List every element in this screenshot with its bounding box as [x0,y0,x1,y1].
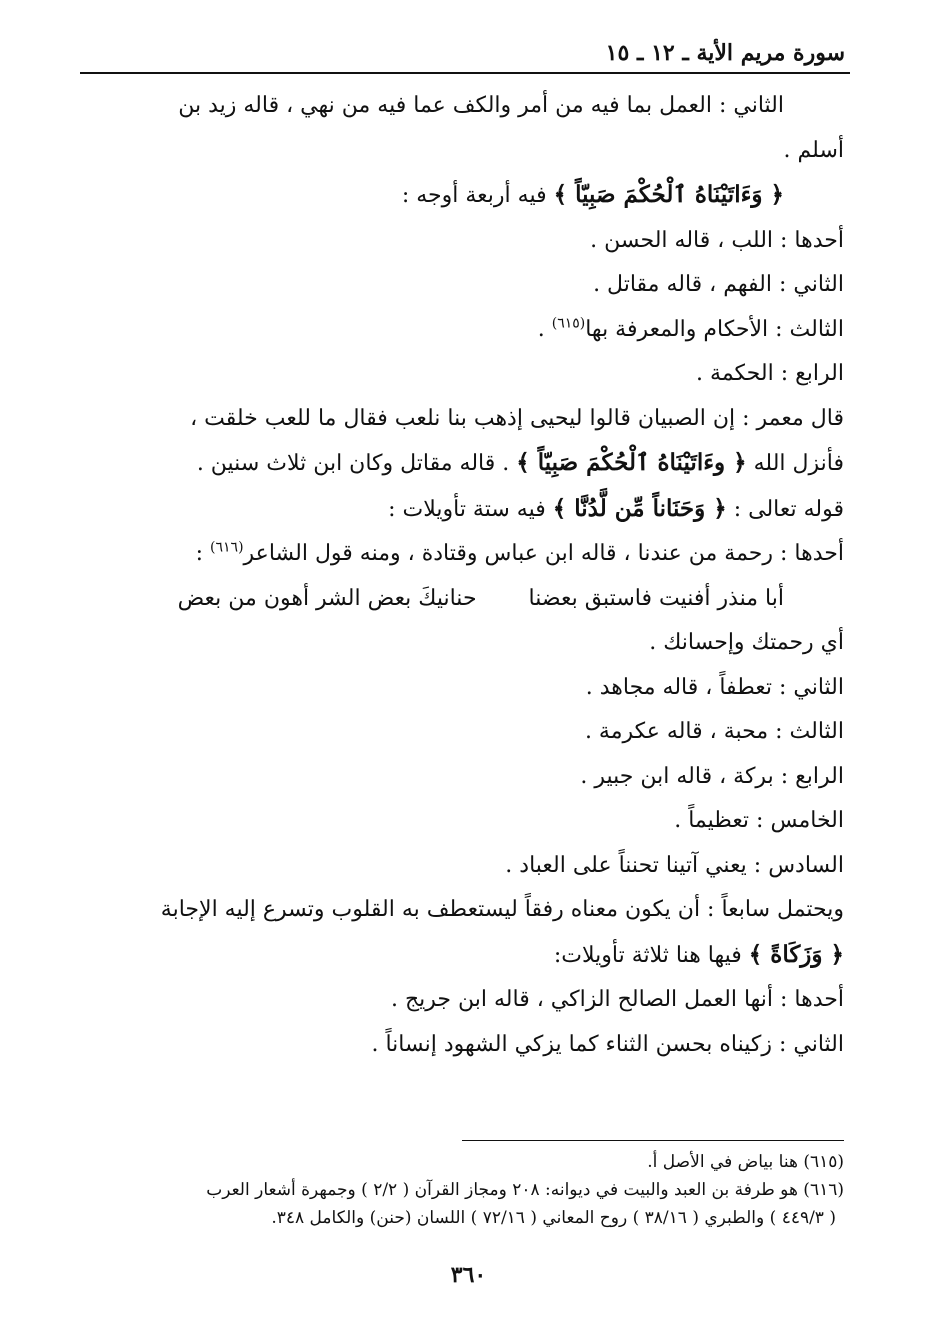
paragraph-line [86,487,844,533]
paragraph-line: الثاني : العمل بما فيه من أمر والكف عما فيه من نهي ، قاله زيد بن [178,93,784,118]
quran-verse: ﴿ وَزَكَاةً ﴾ [748,940,844,968]
paragraph-line: الثاني : تعطفاً ، قاله مجاهد . [585,674,844,700]
quran-verse: ﴿ وَءَاتَيْنَاهُ ٱلْحُكْمَ صَبِيّاً ﴾ [553,181,784,208]
text-run: قوله تعالى : [726,496,844,522]
poem-second-hemistich: حنانيكَ بعض الشر أهون من بعض [177,585,477,611]
paragraph-line: أحدها : اللب ، قاله الحسن . [590,227,844,253]
paragraph-line [86,933,844,979]
paragraph-line: الرابع : بركة ، قاله ابن جبير . [580,763,844,789]
text-run: الثالث : الأحكام والمعرفة بها [585,316,844,342]
paragraph-line: الثالث : محبة ، قاله عكرمة . [584,719,844,744]
paragraph-line: أسلم . [783,137,844,163]
footnote-616-continuation: ( ٤٤٩/٣ ) والطبري ( ٣٨/١٦ ) روح المعاني ( ٧٢/١٦ ) اللسان (حنن) والكامل ٣٤٨. [271,1208,836,1228]
text-run: فيه أربعة أوجه : [401,183,554,208]
paragraph-line: الثاني : زكيناه بحسن الثناء كما يزكي الشهود إنساناً . [371,1031,844,1057]
text-run: . [537,316,552,342]
paragraph-line: الثاني : الفهم ، قاله مقاتل . [593,272,844,297]
paragraph-line [86,173,844,219]
poem-first-hemistich: أبا منذر أفنيت فاستبق بعضنا [528,585,784,611]
paragraph-line [86,441,844,487]
footnote-divider [462,1140,844,1141]
paragraph-line: قال معمر : إن الصبيان قالوا ليحيى إذهب بنا نلعب فقال ما للعب خلقت ، [190,405,844,431]
paragraph-line: أحدها : أنها العمل الصالح الزاكي ، قاله ابن جريج . [390,987,844,1012]
quran-verse: ﴿ وءَاتَيْنَاهُ ٱلْحُكْمَ صَبِيّاً ﴾ [516,449,747,476]
paragraph-line: الرابع : الحكمة . [696,361,844,386]
paragraph-line [86,532,844,577]
footnotes [90,1148,844,1232]
footnote-616: (٦١٦) هو طرفة بن العبد والبيت في ديوانه: ٢٠٨ ومجاز القرآن ( ٢/٢ ) وجمهرة أشعار العرب [206,1180,844,1200]
quran-verse: ﴿ وَحَنَاناً مِّن لَّدُنَّا ﴾ [552,494,727,522]
poem-verse [86,577,844,622]
page-number: ٣٦٠ [450,1262,487,1288]
text-run: فيه ستة تأويلات : [388,496,553,522]
paragraph-line: السادس : يعني آتينا تحنناً على العباد . [505,852,844,878]
text-run: : [195,541,211,566]
text-run: فيها هنا ثلاثة تأويلات: [553,942,749,968]
main-text [86,84,844,1067]
paragraph-line: الخامس : تعظيماً . [674,808,844,833]
footnote-ref-616[interactable]: (٦١٦) [210,539,244,556]
paragraph-line: ويحتمل سابعاً : أن يكون معناه رفقاً ليستعطف به القلوب وتسرع إليه الإجابة [160,897,844,922]
footnote-615: (٦١٥) هنا بياض في الأصل أ. [647,1152,844,1172]
paragraph-line [86,308,844,353]
text-run: فأنزل الله [746,451,844,476]
running-header-title: سورة مريم الأية ـ ١٢ ـ ١٥ [605,40,845,66]
header-divider [80,72,850,74]
text-run: . قاله مقاتل وكان ابن ثلاث سنين . [196,451,517,476]
text-run: أحدها : رحمة من عندنا ، قاله ابن عباس وقتادة ، ومنه قول الشاعر [243,541,844,566]
paragraph-line: أي رحمتك وإحسانك . [649,630,844,655]
footnote-ref-615[interactable]: (٦١٥) [551,315,586,332]
